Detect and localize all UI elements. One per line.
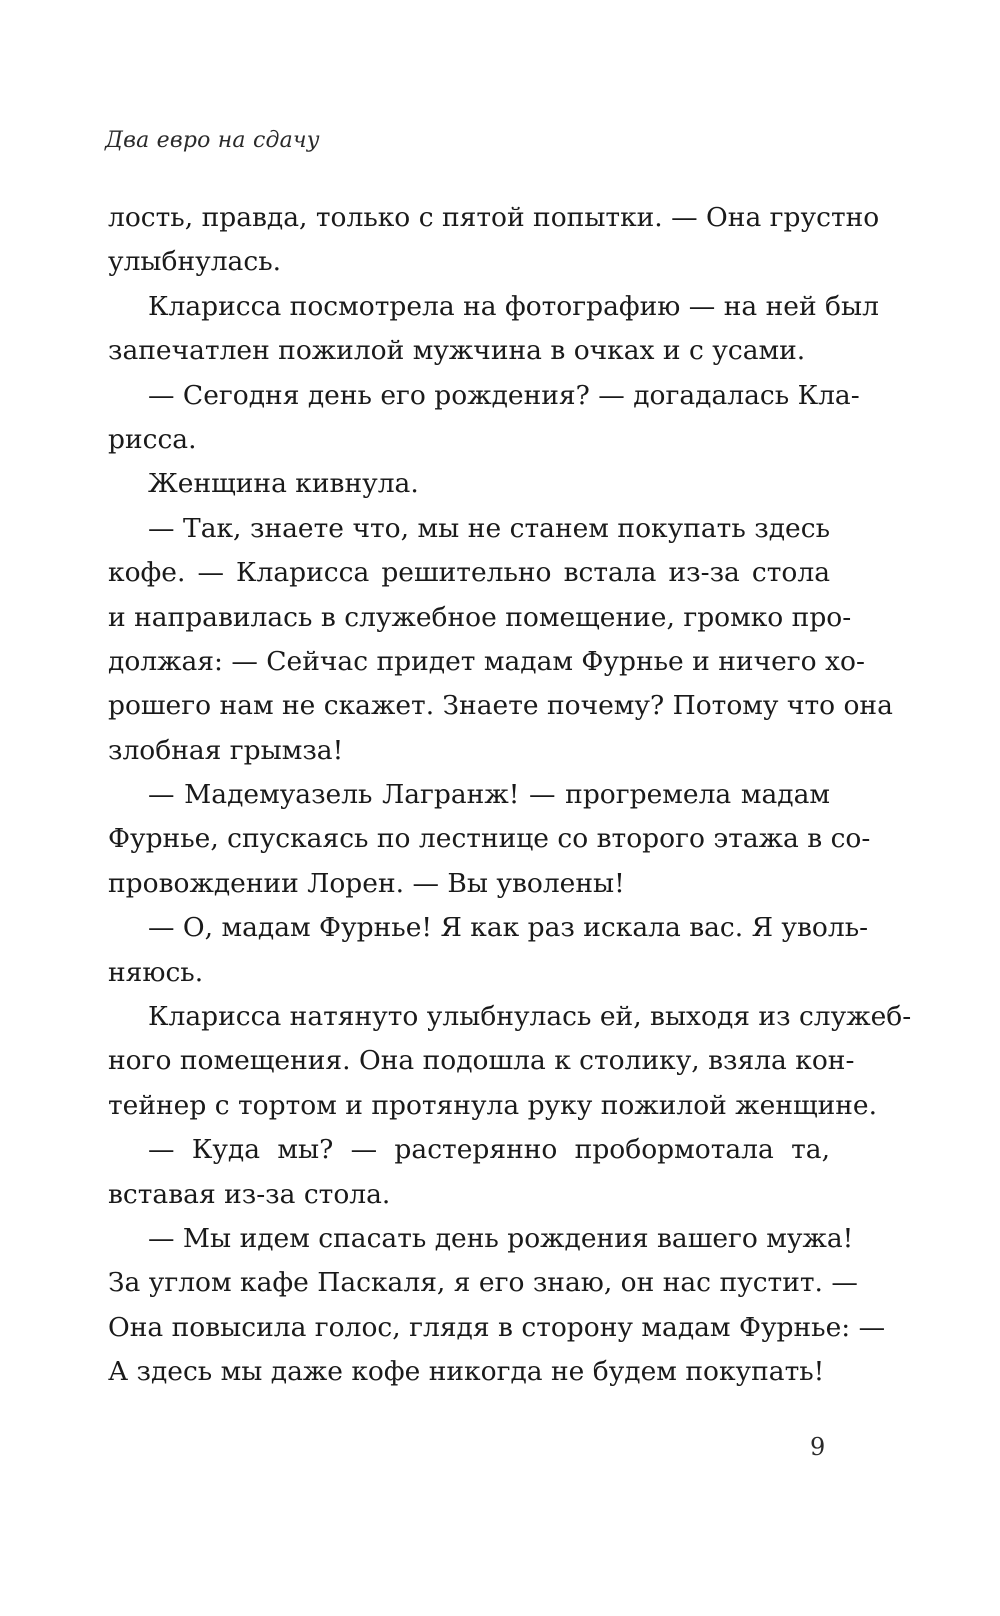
text-line: — Мадемуазель Лагранж! — прогремела мадам bbox=[148, 779, 830, 811]
text-line: — Так, знаете что, мы не станем покупать здесь bbox=[148, 512, 830, 544]
page-number: 9 bbox=[810, 1433, 826, 1461]
text-line: — Сегодня день его рождения? — догадалась Кла- bbox=[148, 379, 860, 411]
text-line: провождении Лорен. — Вы уволены! bbox=[108, 867, 625, 899]
text-line: — О, мадам Фурнье! Я как раз искала вас. Я уволь- bbox=[148, 912, 869, 944]
text-line: и направилась в служебное помещение, громко про- bbox=[108, 601, 852, 633]
text-line: Она повысила голос, глядя в сторону мадам Фурнье: — bbox=[108, 1311, 886, 1343]
text-line: няюсь. bbox=[108, 956, 204, 988]
text-line: Женщина кивнула. bbox=[148, 468, 419, 500]
text-line: Кларисса посмотрела на фотографию — на ней был bbox=[148, 290, 879, 322]
body-text bbox=[108, 196, 912, 1395]
text-line: рошего нам не скажет. Знаете почему? Потому что она bbox=[108, 690, 893, 722]
text-line: — Мы идем спасать день рождения вашего мужа! bbox=[148, 1222, 854, 1254]
text-line: улыбнулась. bbox=[108, 246, 282, 278]
text-line: злобная грымза! bbox=[108, 734, 344, 766]
text-line: ного помещения. Она подошла к столику, взяла кон- bbox=[108, 1045, 855, 1077]
text-line: запечатлен пожилой мужчина в очках и с усами. bbox=[108, 335, 806, 367]
text-line: рисса. bbox=[108, 423, 197, 455]
text-line: должая: — Сейчас придет мадам Фурнье и ничего хо- bbox=[108, 645, 865, 677]
text-line: За углом кафе Паскаля, я его знаю, он нас пустит. — bbox=[108, 1267, 858, 1299]
text-line: Кларисса натянуто улыбнулась ей, выходя из служеб- bbox=[148, 1001, 912, 1033]
text-line: вставая из-за стола. bbox=[108, 1178, 391, 1210]
text-line: лость, правда, только с пятой попытки. — Она грустно bbox=[108, 202, 880, 233]
text-line: Фурнье, спускаясь по лестнице со второго этажа в со- bbox=[108, 823, 871, 855]
running-head: Два евро на сдачу bbox=[105, 128, 320, 153]
text-line: — Куда мы? — растерянно пробормотала та, bbox=[148, 1134, 830, 1166]
text-line: А здесь мы даже кофе никогда не будем покупать! bbox=[108, 1356, 825, 1388]
text-line: кофе. — Кларисса решительно встала из-за стола bbox=[108, 557, 830, 589]
text-line: тейнер с тортом и протянула руку пожилой женщине. bbox=[108, 1089, 878, 1121]
